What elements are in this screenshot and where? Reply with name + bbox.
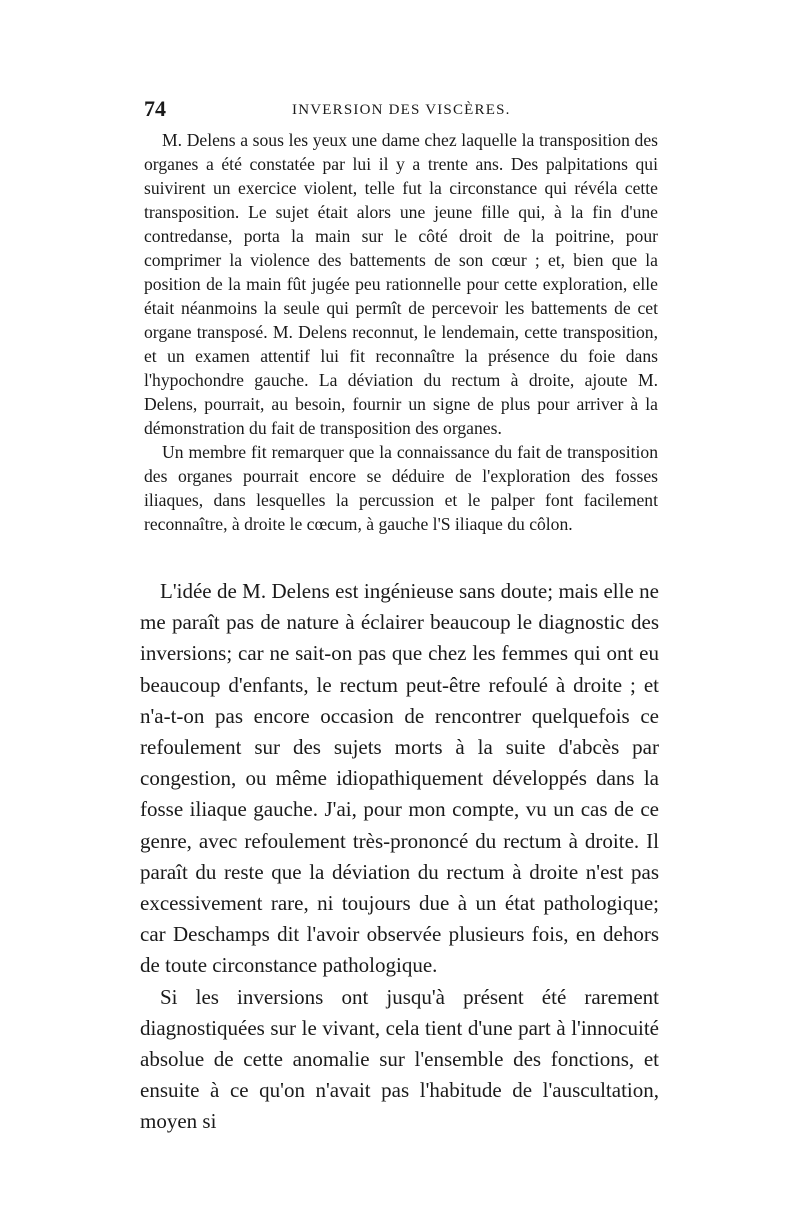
small-print-section xyxy=(144,128,658,536)
paragraph-member-remark: Un membre fit remarquer que la connaissance du fait de transposition des organes pourrait encore se déduire de l'exploration des fosses iliaques, dans lesquelles la percussion et le palper font facilement reconnaître, à droite le cœcum, à gauche l'S iliaque du côlon. xyxy=(144,442,658,534)
paragraph-delens-report: M. Delens a sous les yeux une dame chez laquelle la transposition des organes a été constatée par lui il y a trente ans. Des palpitations qui suivirent un exercice violent, telle fut la circonstance qui révéla cette transposition. Le sujet était alors une jeune fille qui, à la fin d'une contredanse, porta la main sur le côté droit de la poitrine, pour comprimer la violence des battements de son cœur ; et, bien que la position de la main fût jugée peu rationnelle pour cette exploration, elle était néanmoins la seule qui permît de percevoir les battements de cet organe transposé. M. Delens reconnut, le lendemain, cette transposition, et un examen attentif lui fit reconnaître la présence du foie dans l'hypochondre gauche. La déviation du rectum à droite, ajoute M. Delens, pourrait, au besoin, fournir un signe de plus pour arriver à la démonstration du fait de transposition des organes. xyxy=(144,130,658,438)
paragraph-author-commentary: L'idée de M. Delens est ingénieuse sans doute; mais elle ne me paraît pas de nature à éclairer beaucoup le diagnostic des inversions; car ne sait-on pas que chez les femmes qui ont eu beaucoup d'enfants, le rectum peut-être refoulé à droite ; et n'a-t-on pas encore occasion de rencontrer quelquefois ce refoulement sur des sujets morts à la suite d'abcès par congestion, ou même idiopathiquement développés dans la fosse iliaque gauche. J'ai, pour mon compte, vu un cas de ce genre, avec refoulement très-prononcé du rectum à droite. Il paraît du reste que la déviation du rectum à droite n'est pas excessivement rare, ni toujours due à un état pathologique; car Deschamps dit l'avoir observée plusieurs fois, en dehors de toute circonstance pathologique. xyxy=(140,579,659,978)
main-text-section xyxy=(140,576,659,1138)
running-title: INVERSION DES VISCÈRES. xyxy=(292,102,511,118)
page-header xyxy=(144,96,664,126)
paragraph-diagnosis-rarity: Si les inversions ont jusqu'à présent été rarement diagnostiquées sur le vivant, cela tient d'une part à l'innocuité absolue de cette anomalie sur l'ensemble des fonctions, et ensuite à ce qu'on n'avait pas l'habitude de l'auscultation, moyen si xyxy=(140,984,659,1134)
page-number: 74 xyxy=(144,96,166,121)
